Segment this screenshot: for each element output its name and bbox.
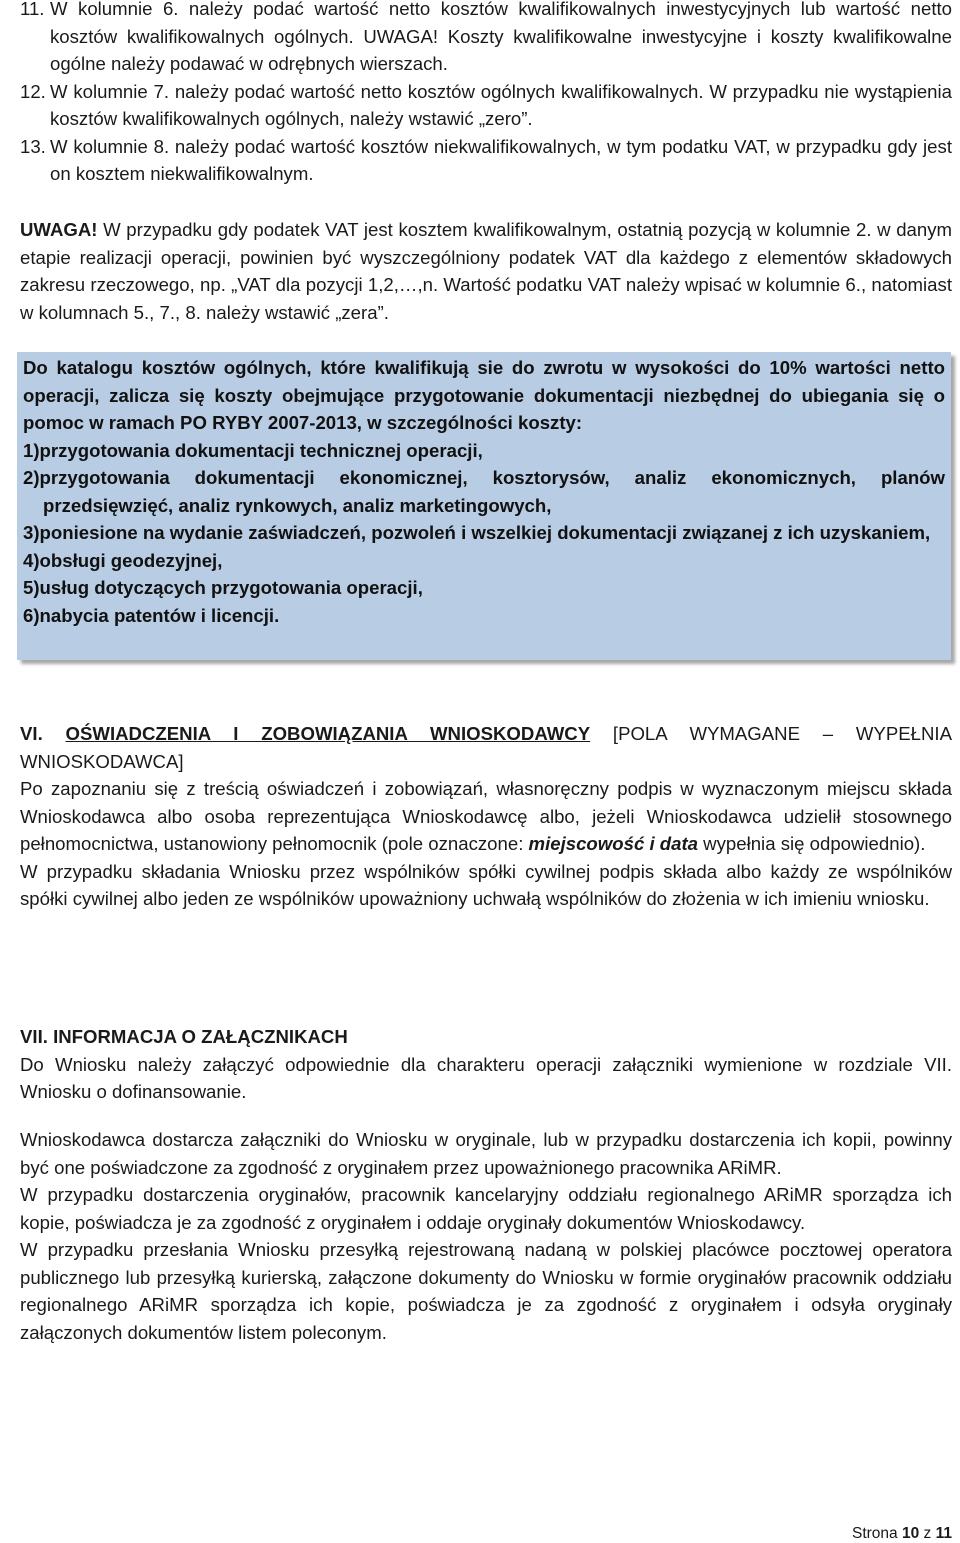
list-item [20, 133, 952, 188]
box-list-item: 4)obsługi geodezyjnej, [23, 549, 223, 571]
item-number: 12. [20, 80, 46, 102]
list-item [20, 78, 952, 133]
item-number: 11. [20, 0, 45, 19]
item-text: W kolumnie 7. należy podać wartość netto kosztów ogólnych kwalifikowalnych. W przypadku nie wystąpienia kosztów kwalifikowalnych ogólnych, należy wstawić „zero”. [50, 80, 952, 129]
section-paragraph: Do Wniosku należy załączyć odpowiednie dla charakteru operacji załączniki wymienione w rozdziale VII. Wniosku o dofinansowanie. [20, 1053, 952, 1102]
page-number [852, 1525, 952, 1543]
box-list-item: 2)przygotowania dokumentacji ekonomicznej, kosztorysów, analiz ekonomicznych, planów przedsięwzięć, analiz rynkowych, analiz marketingowych, [23, 467, 945, 516]
section-paragraph: Po zapoznaniu się z treścią oświadczeń i zobowiązań, własnoręczny podpis w wyznaczonym miejscu składa Wnioskodawca albo osoba reprezentująca Wnioskodawcę albo, jeżeli Wnioskodawca udzielił stosownego pełnomocnictwa, ustanowiony pełnomocnik (pole oznaczone: miejscowość i data wypełnia się odpowiednio). [20, 778, 952, 854]
current-page: 10 [901, 1525, 920, 1542]
section-declarations [20, 720, 952, 913]
item-number: 13. [20, 135, 46, 157]
section-title: OŚWIADCZENIA I ZOBOWIĄZANIA WNIOSKODAWCY [65, 723, 591, 744]
section-paragraph: W przypadku składania Wniosku przez wspólników spółki cywilnej podpis składa albo każdy ze wspólników spółki cywilnej albo jeden ze wspólników upoważniony uchwałą wspólników do złożenia w ich imieniu wniosku. [20, 860, 952, 909]
total-pages: 11 [935, 1525, 952, 1542]
section-number: VI. [20, 723, 43, 744]
vat-warning [20, 216, 952, 326]
warning-text: W przypadku gdy podatek VAT jest kosztem kwalifikowalnym, ostatnią pozycją w kolumnie 2. w danym etapie realizacji operacji, powinien być wyszczególniony podatek VAT dla każdego z elementów składowych zakresu rzeczowego, np. „VAT dla pozycji 1,2,…,n. Wartość podatku VAT należy wpisać w kolumnie 6., natomiast w kolumnach 5., 7., 8. należy wstawić „zera”. [20, 219, 952, 323]
section-paragraph: Wnioskodawca dostarcza załączniki do Wniosku w oryginale, lub w przypadku dostarczenia ich kopii, powinny być one poświadczone za zgodność z oryginałem przez upoważnionego pracownika ARiMR. [20, 1129, 952, 1178]
section-paragraph: W przypadku dostarczenia oryginałów, pracownik kancelaryjny oddziału regionalnego ARiMR sporządza ich kopie, poświadcza je za zgodność z oryginałem i oddaje oryginały dokumentów Wnioskodawcy. [20, 1184, 952, 1233]
section-attachments [20, 1023, 952, 1106]
general-costs-box [17, 352, 951, 660]
box-list-item: 1)przygotowania dokumentacji technicznej operacji, [23, 439, 483, 461]
emphasis-text: miejscowość i data [528, 833, 699, 854]
page-label: Strona [852, 1525, 898, 1542]
warning-label: UWAGA! [20, 219, 98, 240]
attachments-details [20, 1126, 952, 1346]
list-item [20, 0, 952, 78]
item-text: W kolumnie 6. należy podać wartość netto kosztów kwalifikowalnych inwestycyjnych lub wartość netto kosztów kwalifikowalnych ogólnych. UWAGA! Koszty kwalifikowalne inwestycyjne i koszty kwalifikowalne ogólne należy podawać w odrębnych wierszach. [50, 0, 952, 74]
numbered-instructions [20, 0, 952, 188]
box-list-item: 5)usług dotyczących przygotowania operacji, [23, 577, 423, 598]
box-intro: Do katalogu kosztów ogólnych, które kwalifikują sie do zwrotu w wysokości do 10% wartości netto operacji, zalicza się koszty obejmujące przygotowanie dokumentacji niezbędnej do ubiegania się o pomoc w ramach PO RYBY 2007-2013, w szczególności koszty: [23, 357, 945, 433]
section-note: [POLA WYMAGANE – WYPEŁNIA WNIOSKODAWCA] [20, 723, 952, 772]
section-paragraph: W przypadku przesłania Wniosku przesyłką rejestrowaną nadaną w polskiej placówce pocztowej operatora publicznego lub przesyłką kurierską, załączone dokumenty do Wniosku w formie oryginałów pracownik oddziału regionalnego ARiMR sporządza ich kopie, poświadcza je za zgodność z oryginałem i odsyła oryginały załączonych dokumentów listem poleconym. [20, 1239, 952, 1343]
item-text: W kolumnie 8. należy podać wartość kosztów niekwalifikowalnych, w tym podatku VAT, w przypadku gdy jest on kosztem niekwalifikowalnym. [50, 135, 952, 184]
box-list-item: 3)poniesione na wydanie zaświadczeń, pozwoleń i wszelkiej dokumentacji związanej z ich uzyskaniem, [23, 522, 931, 543]
page-separator: z [923, 1525, 932, 1542]
section-title: VII. INFORMACJA O ZAŁĄCZNIKACH [20, 1026, 348, 1047]
box-list-item: 6)nabycia patentów i licencji. [23, 604, 280, 626]
section-heading [20, 720, 952, 775]
